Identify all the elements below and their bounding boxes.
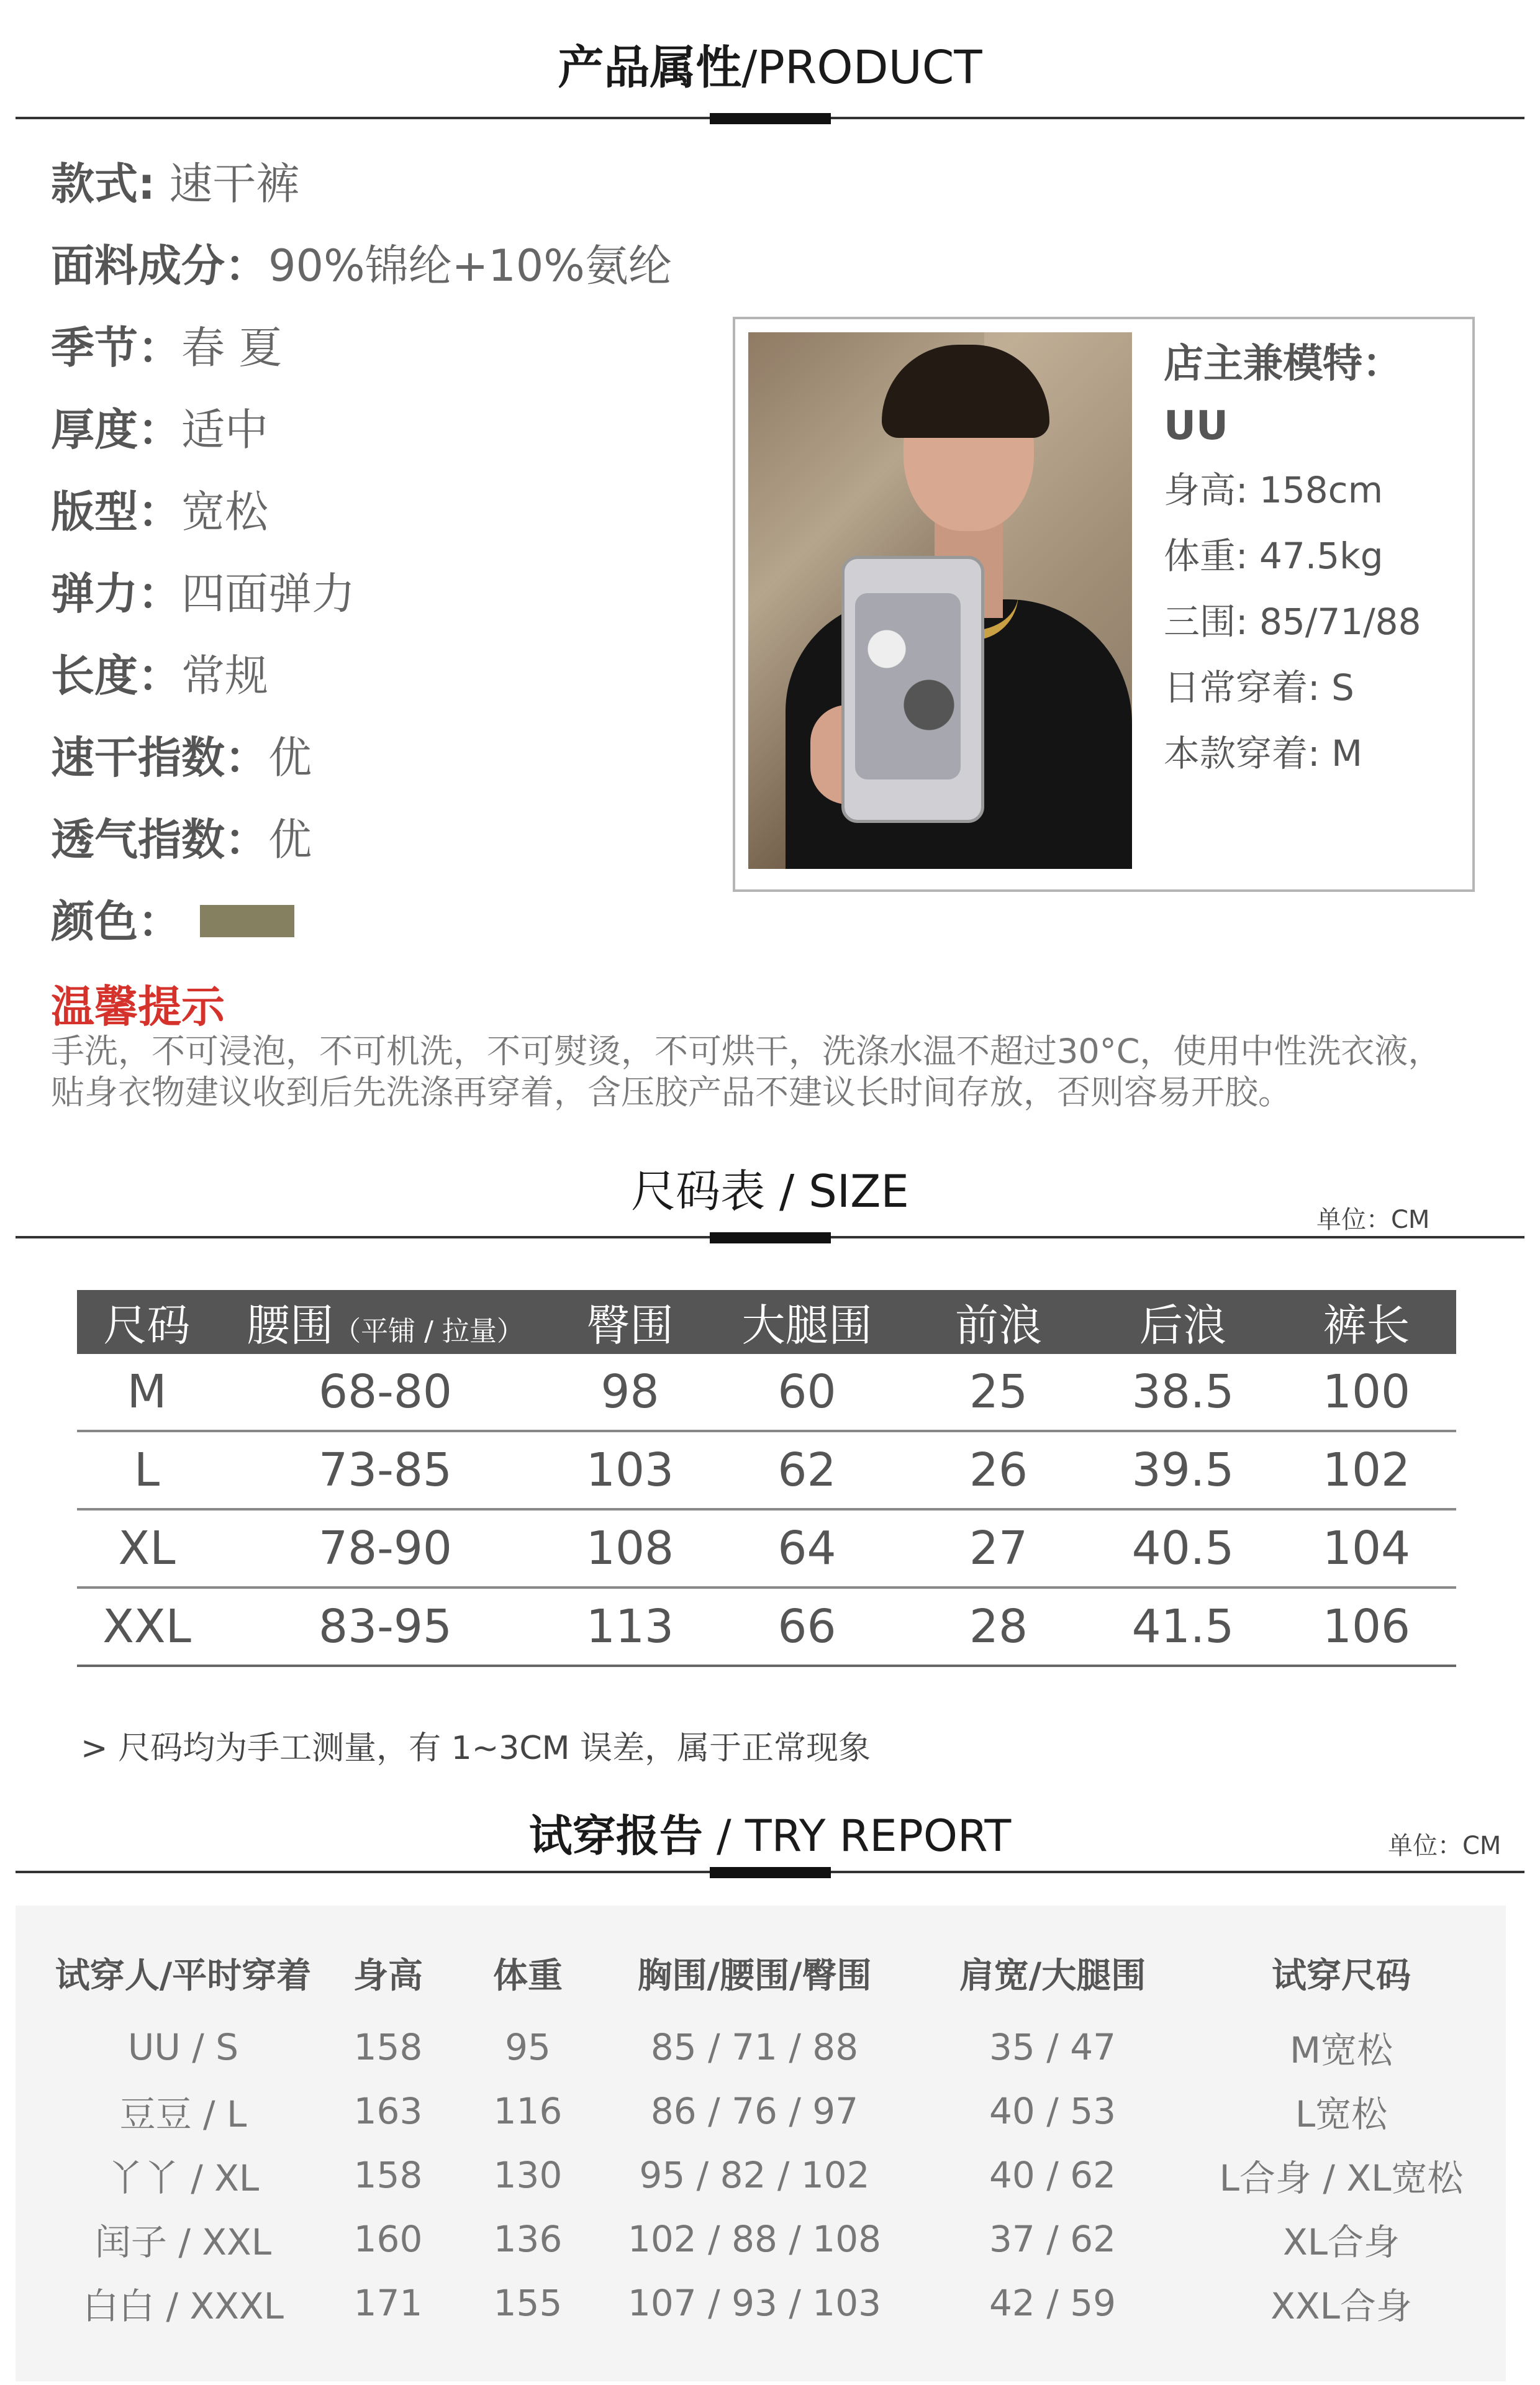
try-report-header: 试穿人/平时穿着 身高 体重 胸围/腰围/臀围 肩宽/大腿围 试穿尺码: [55, 1956, 1411, 1996]
table-row: 丫丫 / XL 158 130 95 / 82 / 102 40 / 62 L合身 / XL宽松: [107, 2153, 1464, 2199]
report-section-title: [0, 1801, 1540, 1864]
product-title-zh: 产品属性: [558, 41, 742, 94]
tips-title: 温馨提示: [51, 981, 225, 1032]
model-name: UU: [1164, 403, 1228, 449]
header-front-rise: 前浪: [908, 1290, 1089, 1354]
table-row: M 68-80 98 60 25 38.5 100: [77, 1354, 1456, 1431]
header-length: 裤长: [1277, 1290, 1456, 1354]
attr-breathability: 透气指数：优: [51, 814, 312, 865]
attr-fabric: 面料成分：90%锦纶+10%氨纶: [51, 240, 672, 291]
size-table-header: [77, 1290, 1456, 1354]
table-row: 闰子 / XXL 160 136 102 / 88 / 108 37 / 62 XL合身: [94, 2217, 1400, 2263]
product-section-title: [0, 31, 1540, 97]
attr-elasticity: 弹力：四面弹力: [51, 568, 355, 619]
model-weight: 体重: 47.5kg: [1164, 535, 1384, 577]
attr-quick-dry: 速干指数：优: [51, 732, 312, 783]
attr-style: 款式: 速干裤: [51, 158, 300, 209]
table-row: 豆豆 / L 163 116 86 / 76 / 97 40 / 53 L宽松: [119, 2089, 1388, 2135]
report-divider-accent: [710, 1867, 831, 1878]
tips-body: [51, 1031, 1498, 1113]
header-hip: 臀围: [554, 1290, 706, 1354]
tips-line-2: 贴身衣物建议收到后先洗涤再穿着，含压胶产品不建议长时间存放，否则容易开胶。: [51, 1073, 1292, 1112]
attr-thickness: 厚度：适中: [51, 404, 268, 455]
model-photo: [748, 332, 1132, 869]
product-title-en: /PRODUCT: [741, 41, 982, 94]
model-this-size: 本款穿着: M: [1164, 732, 1363, 775]
model-card: [733, 317, 1475, 892]
measurement-note: > 尺码均为手工测量，有 1~3CM 误差，属于正常现象: [81, 1730, 871, 1767]
size-section-title: 尺码表 / SIZE: [631, 1165, 909, 1217]
report-unit: 单位：CM: [1388, 1832, 1502, 1860]
table-row: L 73-85 103 62 26 39.5 102: [77, 1431, 1456, 1509]
header-waist: 腰围（平铺 / 拉量）: [217, 1290, 554, 1354]
table-row: XXL 83-95 113 66 28 41.5 106: [77, 1588, 1456, 1666]
model-info: [1164, 333, 1421, 786]
table-row: UU / S 158 95 85 / 71 / 88 35 / 47 M宽松: [127, 2025, 1393, 2071]
report-title-en: / TRY REPORT: [702, 1810, 1012, 1861]
attr-color: 颜色：: [51, 887, 294, 950]
attr-length: 长度：常规: [51, 650, 268, 701]
tips-line-1: 手洗，不可浸泡，不可机洗，不可熨烫，不可烘干，洗涤水温不超过30°C，使用中性洗衣液，: [51, 1032, 1442, 1071]
report-title-zh: 试穿报告: [528, 1810, 703, 1861]
model-daily-size: 日常穿着: S: [1164, 666, 1354, 709]
size-unit: 单位：CM: [1316, 1206, 1430, 1234]
attr-season: 季节：春 夏: [51, 322, 283, 373]
model-measurements: 三围: 85/71/88: [1164, 601, 1421, 643]
try-report-table: [43, 1932, 1484, 2335]
header-size: 尺码: [77, 1290, 217, 1354]
size-divider-accent: [710, 1232, 831, 1243]
attr-fit: 版型：宽松: [51, 486, 268, 537]
size-table: [77, 1290, 1456, 1667]
header-back-rise: 后浪: [1089, 1290, 1277, 1354]
product-divider-accent: [710, 113, 831, 124]
model-title: 店主兼模特：: [1164, 341, 1402, 387]
color-swatch: [200, 905, 294, 937]
table-row: 白白 / XXXL 171 155 107 / 93 / 103 42 / 59 XXL合身: [83, 2281, 1412, 2327]
table-row: XL 78-90 108 64 27 40.5 104: [77, 1509, 1456, 1588]
model-height: 身高: 158cm: [1164, 469, 1384, 511]
header-thigh: 大腿围: [706, 1290, 908, 1354]
